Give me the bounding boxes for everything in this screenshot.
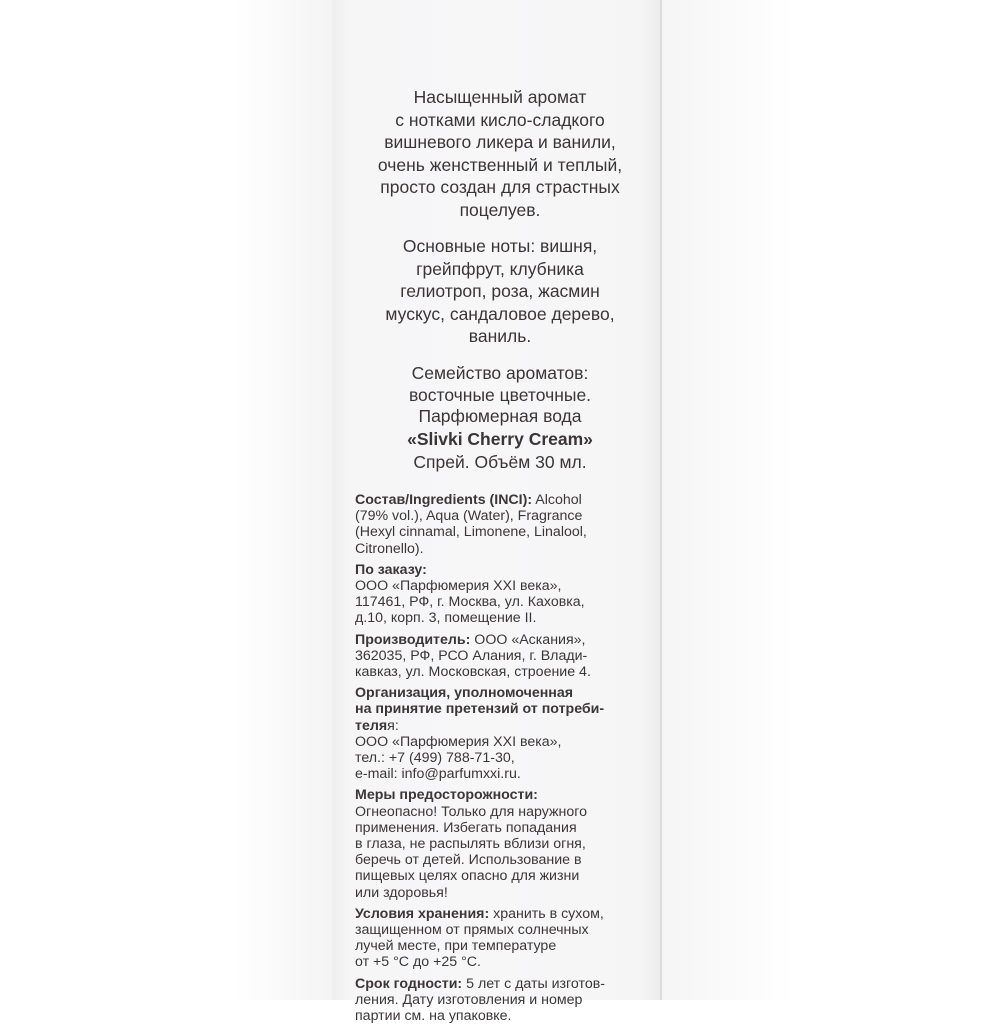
product-details <box>355 492 640 1029</box>
manufacturer-section <box>355 632 640 681</box>
organization-section <box>355 685 640 782</box>
storage-first: хранить в сухом, <box>489 905 604 922</box>
shelf-life-line: партии см. на упаковке. <box>355 1008 512 1025</box>
precautions-label: Меры предосторожности: <box>355 787 538 804</box>
manufacturer-first: ООО «Аскания», <box>470 631 586 648</box>
shelf-life-label: Срок годности: <box>355 975 463 992</box>
fragrance-description <box>340 86 660 421</box>
background-right <box>660 0 1000 1000</box>
organization-label-tail: я: <box>387 717 399 734</box>
manufacturer-label: Производитель: <box>355 631 471 648</box>
storage-line: лучей месте, при температуре <box>355 938 557 955</box>
order-line: ООО «Парфюмерия XXI века», <box>355 578 562 595</box>
family-paragraph: Семейство ароматов: восточные цветочные. <box>408 362 592 405</box>
storage-line: защищенном от прямых солнечных <box>355 922 589 939</box>
ingredients-line: (Hexyl cinnamal, Limonene, Linalool, <box>355 524 587 541</box>
manufacturer-line: кавказ, ул. Московская, строение 4. <box>355 664 591 681</box>
precautions-line: пищевых целях опасно для жизни <box>355 868 580 885</box>
organization-line: тел.: +7 (499) 788-71-30, <box>355 750 515 767</box>
organization-label: на принятие претензий от потреби- <box>355 701 605 718</box>
shelf-life-line: ления. Дату изготовления и номер <box>355 991 583 1008</box>
ingredients-line: Citronello). <box>355 540 424 557</box>
order-line: 117461, РФ, г. Москва, ул. Каховка, <box>355 594 585 611</box>
package-edge <box>660 0 662 1000</box>
product-info <box>340 405 660 474</box>
precautions-section <box>355 787 640 900</box>
organization-label: Организация, уполномоченная <box>355 685 574 702</box>
order-line: д.10, корп. 3, помещение II. <box>355 610 537 627</box>
order-label: По заказу: <box>355 561 427 578</box>
shelf-life-first: 5 лет с даты изготов- <box>462 975 605 992</box>
description-paragraph: Насыщенный аромат с нотками кисло-сладкого вишневого ликера и ванили, очень женственный и теплый, просто создан для страстных поцелуев. <box>377 87 623 220</box>
storage-line: от +5 °С до +25 °С. <box>355 954 481 971</box>
storage-section <box>355 906 640 971</box>
product-volume: Спрей. Объём 30 мл. <box>413 452 587 472</box>
precautions-line: Огнеопасно! Только для наружного <box>355 803 587 820</box>
background-left <box>0 0 332 1000</box>
precautions-line: в глаза, не распылять вблизи огня, <box>355 836 586 853</box>
ingredients-section <box>355 492 640 557</box>
storage-label: Условия хранения: <box>355 905 490 922</box>
ingredients-first: Alcohol <box>532 492 582 508</box>
order-section <box>355 562 640 627</box>
ingredients-line: (79% vol.), Aqua (Water), Fragrance <box>355 508 583 525</box>
product-type: Парфюмерная вода <box>418 406 582 426</box>
organization-line: ООО «Парфюмерия XXI века», <box>355 733 562 750</box>
organization-line: e-mail: info@parfumxxi.ru. <box>355 766 521 783</box>
precautions-line: или здоровья! <box>355 884 448 901</box>
organization-label: теля <box>355 717 388 734</box>
product-name: «Slivki Cherry Cream» <box>407 429 593 449</box>
precautions-line: применения. Избегать попадания <box>355 819 577 836</box>
ingredients-label: Состав/Ingredients (INCI): <box>355 492 533 508</box>
precautions-line: беречь от детей. Использование в <box>355 852 582 869</box>
notes-paragraph: Основные ноты: вишня, грейпфрут, клубника гелиотроп, роза, жасмин мускус, сандаловое дерево, ваниль. <box>385 236 615 346</box>
manufacturer-line: 362035, РФ, РСО Алания, г. Влади- <box>355 647 588 664</box>
